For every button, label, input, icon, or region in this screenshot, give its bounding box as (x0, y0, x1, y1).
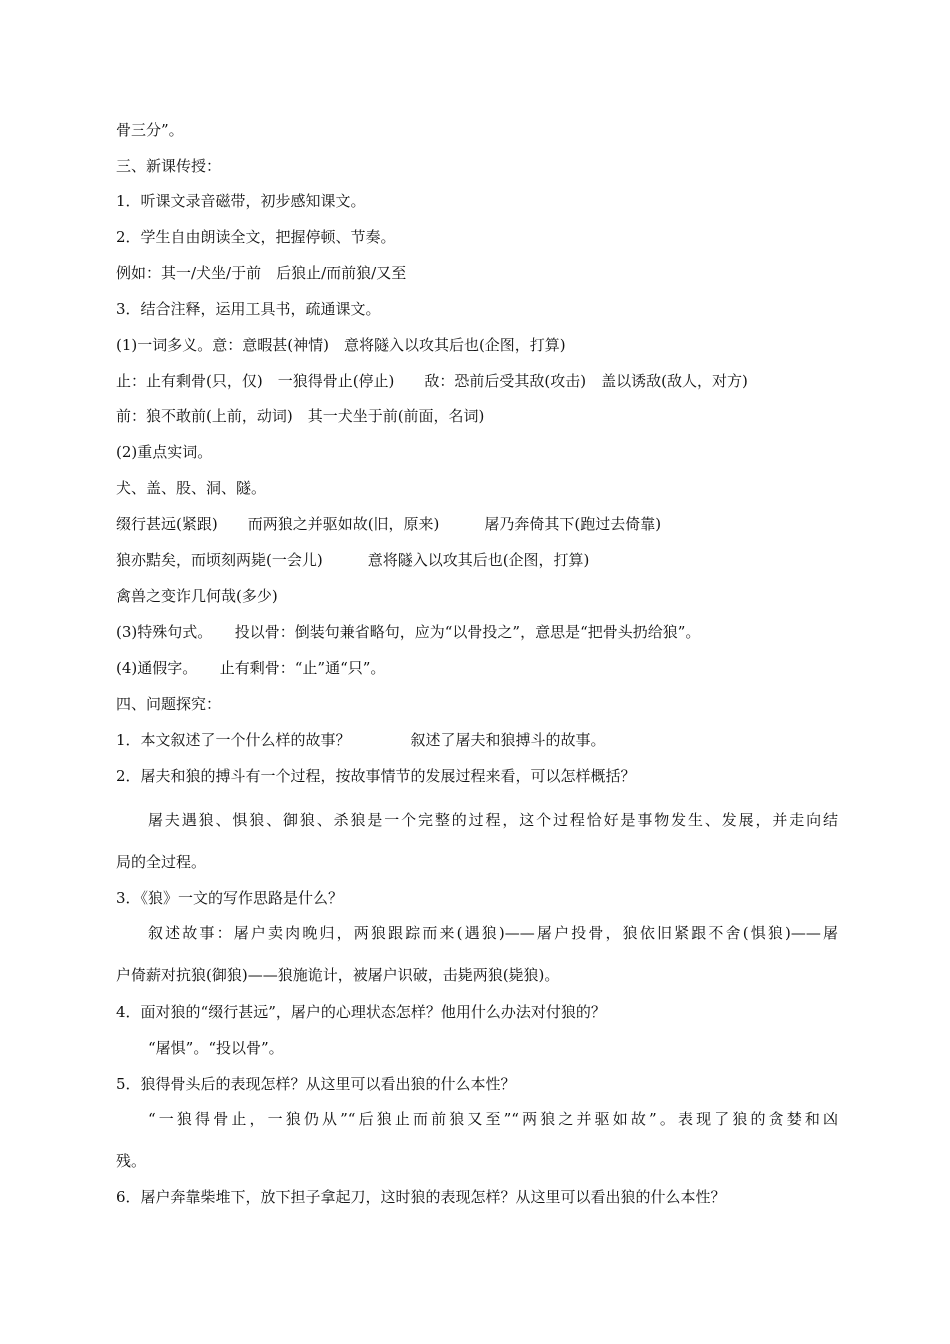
text-line: (2)重点实词。 (116, 443, 213, 461)
text-line: 犬、盖、股、洞、隧。 (116, 479, 267, 497)
text-line: 户倚薪对抗狼(御狼)——狼施诡计，被屠户识破，击毙两狼(毙狼)。 (116, 966, 560, 984)
text-line: 局的全过程。 (116, 853, 207, 871)
text-line: 骨三分”。 (116, 121, 184, 139)
answer-paragraph-line: 叙述故事：屠户卖肉晚归，两狼跟踪而来(遇狼)——屠户投骨，狼依旧紧跟不舍(惧狼)——屠 (148, 924, 838, 942)
text-line: 止：止有剩骨(只，仅) 一狼得骨止(停止) 敌：恐前后受其敌(攻击) 盖以诱敌(敌人，对方) (116, 372, 748, 390)
answer-line: “屠惧”。“投以骨”。 (148, 1039, 284, 1057)
section-heading: 四、问题探究： (116, 695, 222, 713)
text-line: (4)通假字。 止有剩骨：“止”通“只”。 (116, 659, 386, 677)
text-line: 狼亦黠矣，而顷刻两毙(一会儿) 意将隧入以攻其后也(企图，打算) (116, 551, 590, 569)
text-line: 前：狼不敢前(上前，动词) 其一犬坐于前(前面，名词) (116, 407, 485, 425)
text-line: 例如：其一/犬坐/于前 后狼止/而前狼/又至 (116, 264, 407, 282)
text-line: 缀行甚远(紧跟) 而两狼之并驱如故(旧，原来) 屠乃奔倚其下(跑过去倚靠) (116, 515, 662, 533)
answer-paragraph-line: 屠夫遇狼、惧狼、御狼、杀狼是一个完整的过程，这个过程恰好是事物发生、发展，并走向结 (148, 811, 838, 829)
text-line: (1)一词多义。意：意暇甚(神情) 意将隧入以攻其后也(企图，打算) (116, 336, 566, 354)
text-line: 2．屠夫和狼的搏斗有一个过程，按故事情节的发展过程来看，可以怎样概括？ (116, 767, 636, 785)
text-line: 2．学生自由朗读全文，把握停顿、节奏。 (116, 228, 396, 246)
text-line: 1．本文叙述了一个什么样的故事？ 叙述了屠夫和狼搏斗的故事。 (116, 731, 606, 749)
answer-paragraph-line: “一狼得骨止，一狼仍从”“后狼止而前狼又至”“两狼之并驱如故”。表现了狼的贪婪和凶 (148, 1110, 838, 1128)
text-line: 4．面对狼的“缀行甚远”，屠户的心理状态怎样？他用什么办法对付狼的？ (116, 1003, 606, 1021)
text-line: 1．听课文录音磁带，初步感知课文。 (116, 192, 366, 210)
text-line: 3．《狼》一文的写作思路是什么？ (116, 889, 344, 907)
text-line: 6．屠户奔靠柴堆下，放下担子拿起刀，这时狼的表现怎样？从这里可以看出狼的什么本性？ (116, 1188, 726, 1206)
text-line: 5．狼得骨头后的表现怎样？从这里可以看出狼的什么本性？ (116, 1075, 516, 1093)
text-line: 残。 (116, 1152, 147, 1170)
text-line: 禽兽之变诈几何哉(多少) (116, 587, 278, 605)
text-line: 3．结合注释，运用工具书，疏通课文。 (116, 300, 381, 318)
text-line: (3)特殊句式。 投以骨：倒装句兼省略句，应为“以骨投之”，意思是“把骨头扔给狼”。 (116, 623, 701, 641)
section-heading: 三、新课传授： (116, 157, 222, 175)
